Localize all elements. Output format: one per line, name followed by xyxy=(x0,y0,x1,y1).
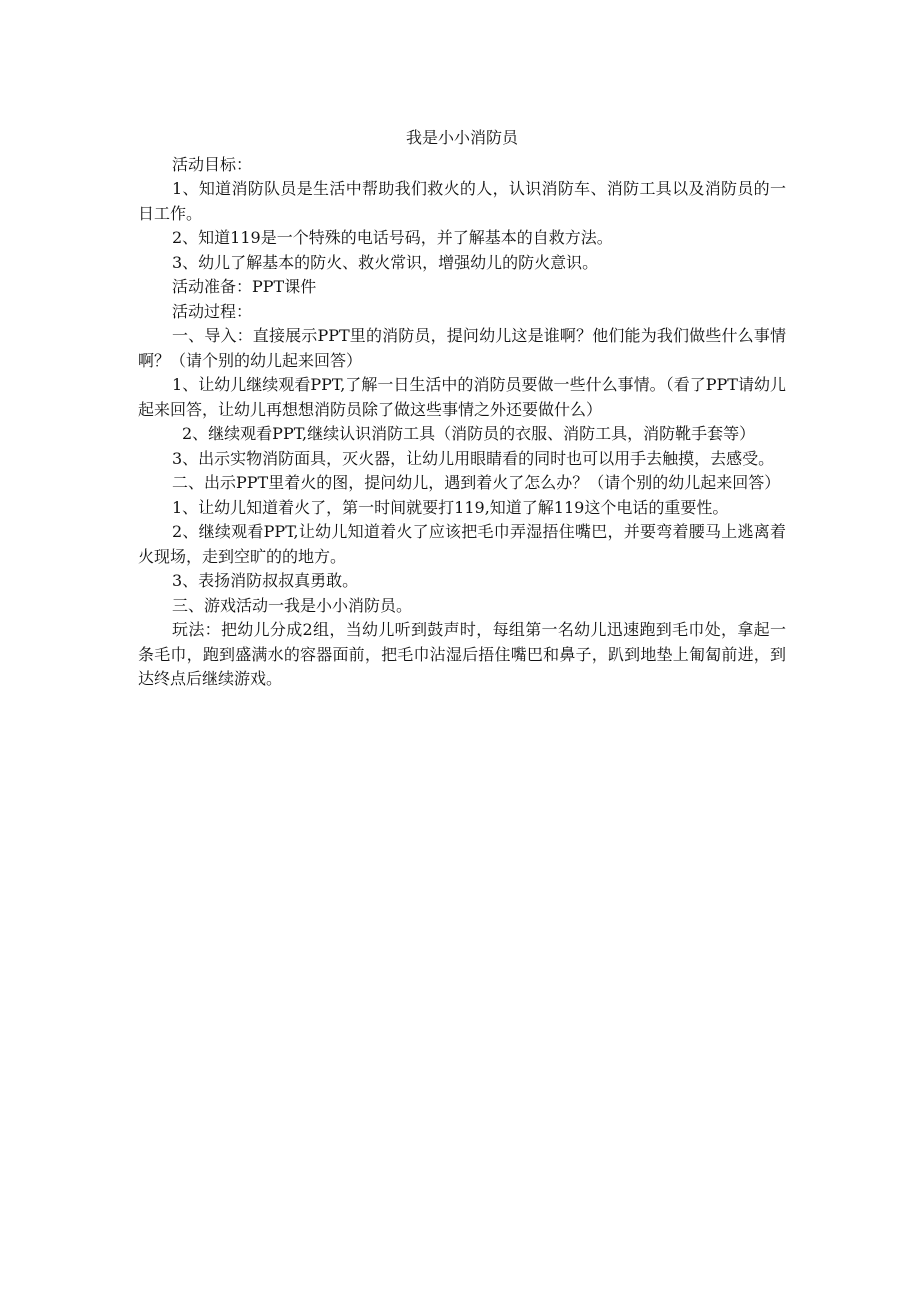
document-title: 我是小小消防员 xyxy=(405,128,518,147)
heading-preparation: 活动准备：PPT课件 xyxy=(172,277,317,296)
process-step-1-2: 2、继续观看PPT,继续认识消防工具（消防员的衣服、消防工具，消防靴手套等） xyxy=(182,424,756,443)
game-rules: 玩法：把幼儿分成2组，当幼儿听到鼓声时，每组第一名幼儿迅速跑到毛巾处，拿起一条毛巾，跑到盛满水的容器面前，把毛巾沾湿后捂住嘴巴和鼻子，趴到地垫上匍匐前进，到达终点后继续游戏。 xyxy=(138,620,786,688)
process-step-2-2: 2、继续观看PPT,让幼儿知道着火了应该把毛巾弄湿捂住嘴巴，并要弯着腰马上逃离着火现场，走到空旷的的地方。 xyxy=(138,522,786,566)
process-step-2-1: 1、让幼儿知道着火了，第一时间就要打119,知道了解119这个电话的重要性。 xyxy=(172,497,729,517)
document-page xyxy=(138,126,786,692)
heading-process: 活动过程： xyxy=(172,301,253,321)
objective-1: 1、知道消防队员是生活中帮助我们救火的人，认识消防车、消防工具以及消防员的一日工作。 xyxy=(138,179,786,223)
process-step-1-1: 1、让幼儿继续观看PPT,了解一日生活中的消防员要做一些什么事情。（看了PPT请幼儿起来回答，让幼儿再想想消防员除了做这些事情之外还要做什么） xyxy=(138,375,786,419)
process-step-2: 二、出示PPT里着火的图，提问幼儿，遇到着火了怎么办？（请个别的幼儿起来回答） xyxy=(172,473,781,492)
heading-objectives: 活动目标： xyxy=(172,154,253,174)
objective-3: 3、幼儿了解基本的防火、救火常识，增强幼儿的防火意识。 xyxy=(172,252,599,272)
process-step-3: 三、游戏活动一我是小小消防员。 xyxy=(172,595,413,615)
objective-2: 2、知道119是一个特殊的电话号码，并了解基本的自救方法。 xyxy=(172,228,613,247)
process-step-1-3: 3、出示实物消防面具，灭火器，让幼儿用眼睛看的同时也可以用手去触摸，去感受。 xyxy=(172,448,775,468)
process-step-1: 一、导入：直接展示PPT里的消防员，提问幼儿这是谁啊？他们能为我们做些什么事情啊？（请个别的幼儿起来回答） xyxy=(138,326,786,370)
process-step-2-3: 3、表扬消防叔叔真勇敢。 xyxy=(172,571,359,590)
